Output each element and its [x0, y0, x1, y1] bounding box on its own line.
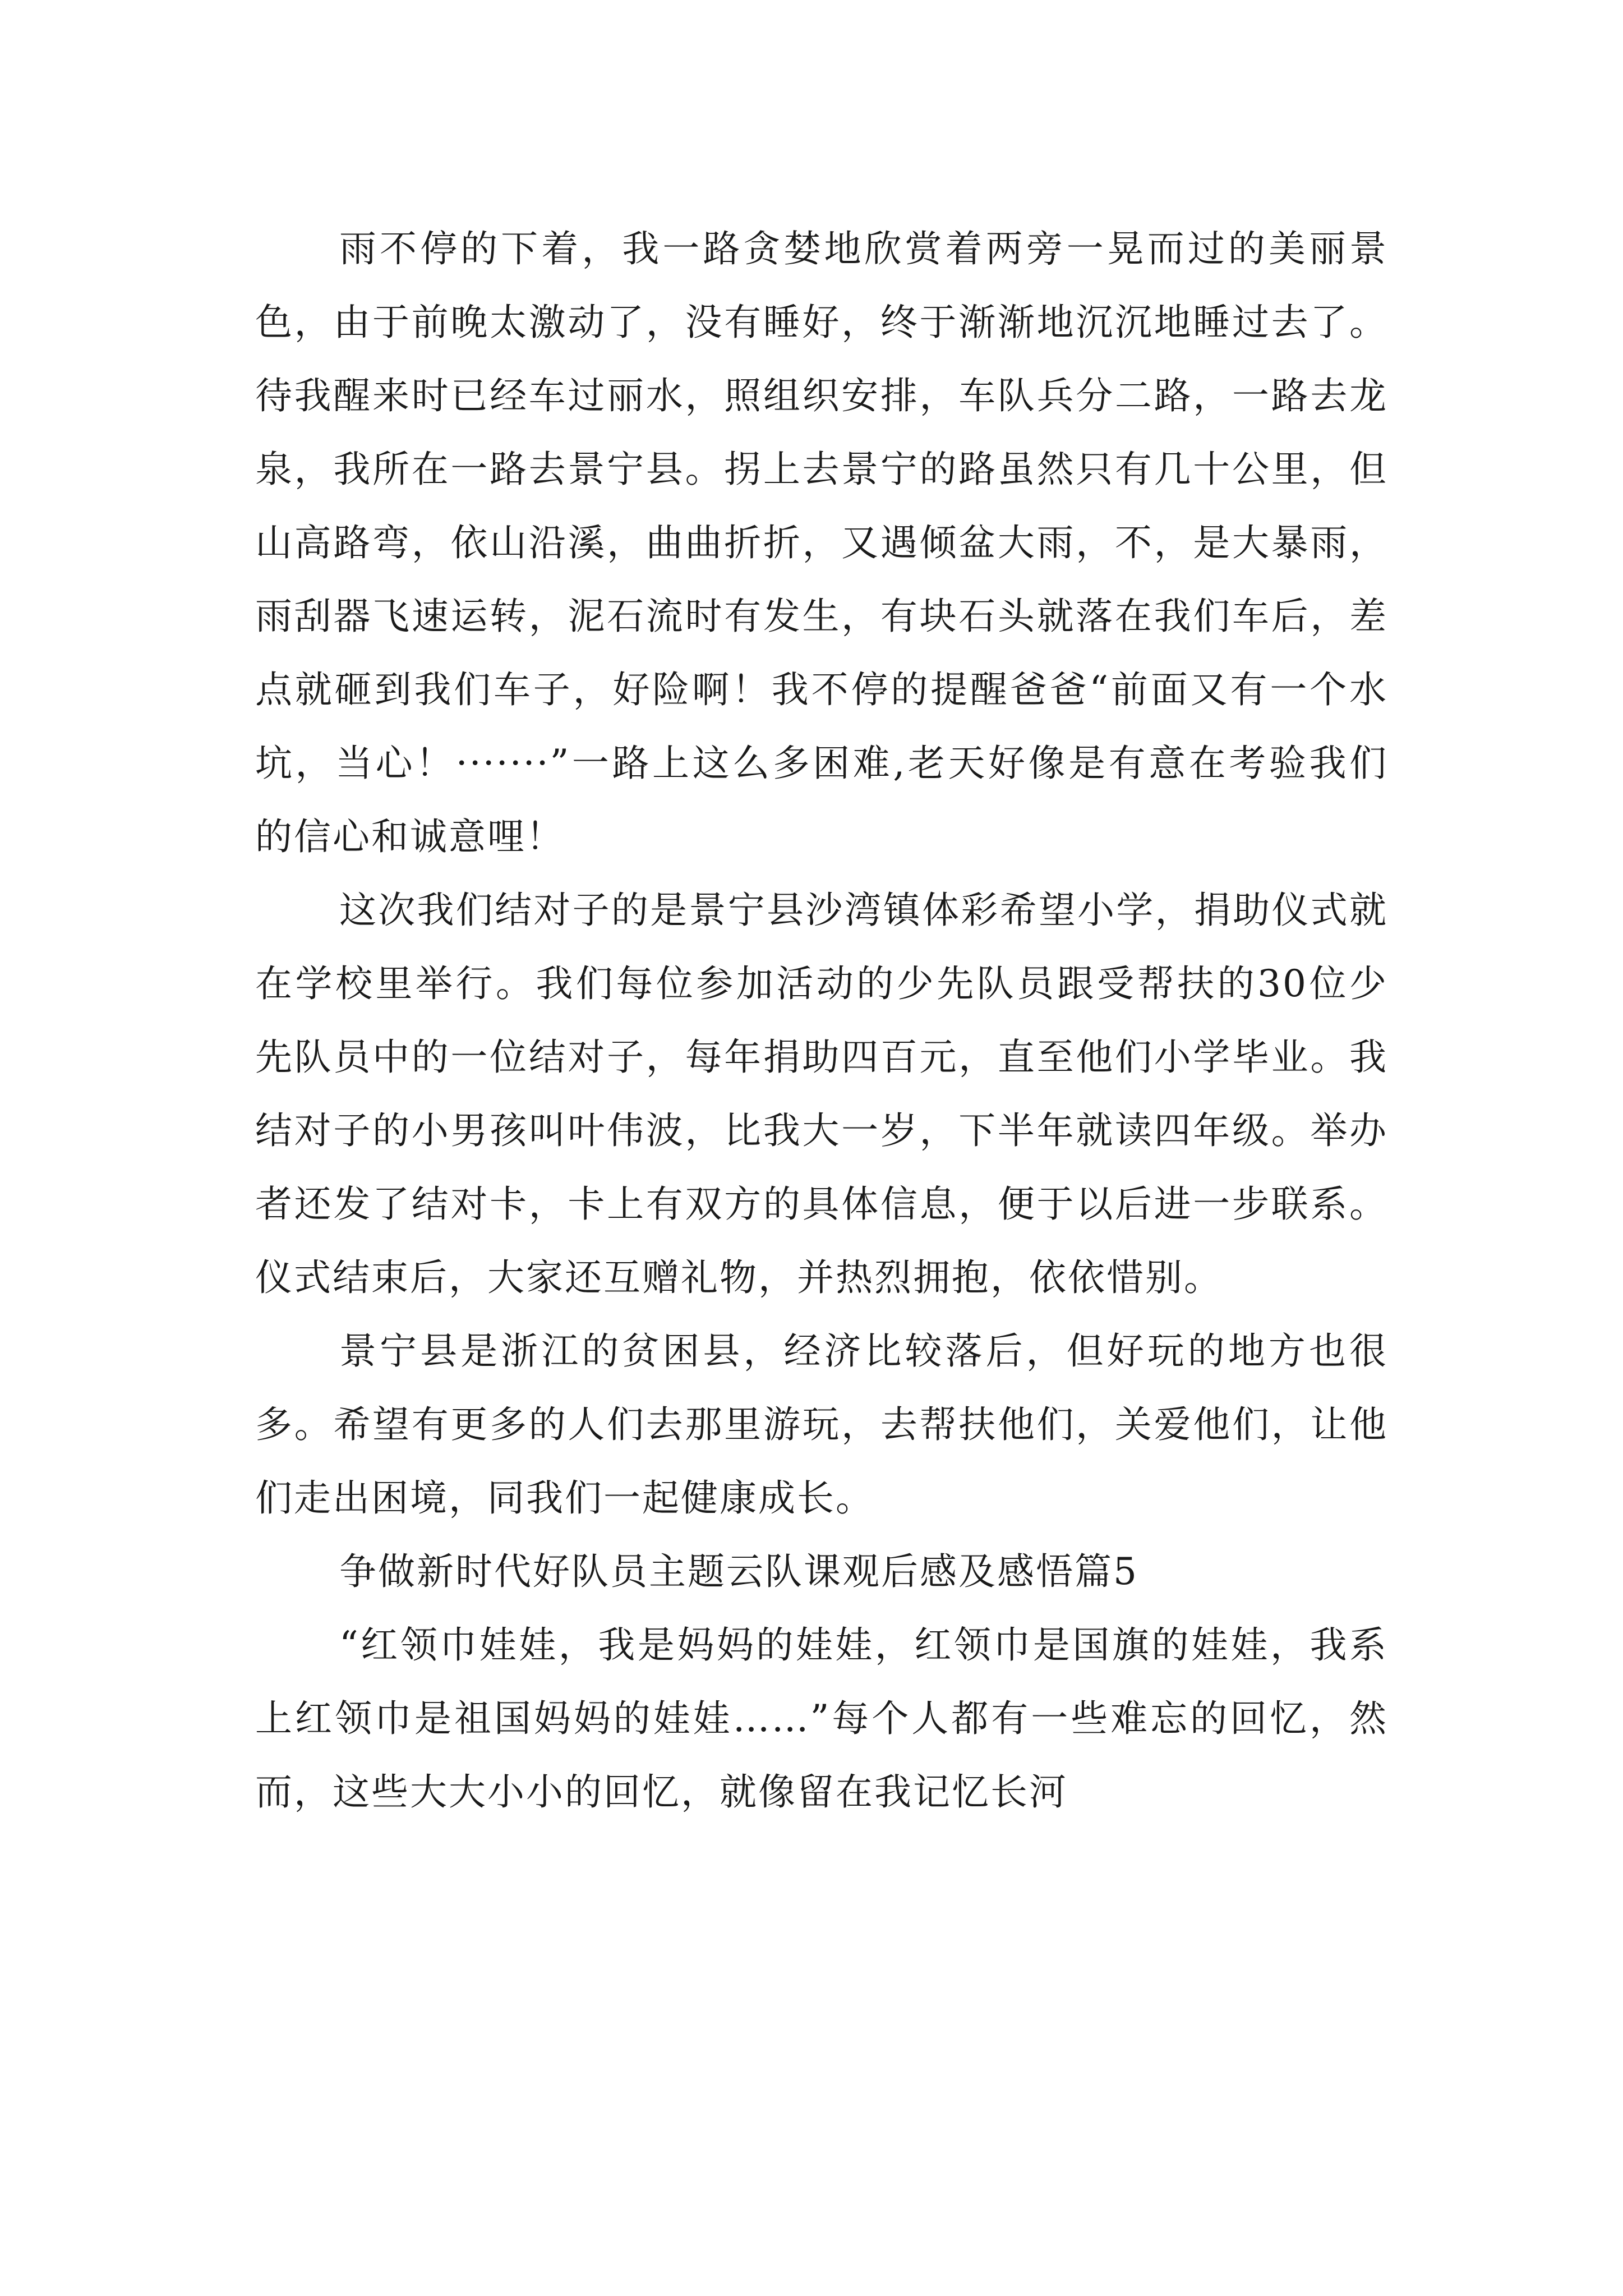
- paragraph-rain-journey: 雨不停的下着，我一路贪婪地欣赏着两旁一晃而过的美丽景色，由于前晚太激动了，没有睡好，终于渐渐地沉沉地睡过去了。待我醒来时已经车过丽水，照组织安排，车队兵分二路，一路去龙泉，我所在一路去景宁县。拐上去景宁的路虽然只有几十公里，但山高路弯，依山沿溪，曲曲折折，又遇倾盆大雨，不，是大暴雨，雨刮器飞速运转，泥石流时有发生，有块石头就落在我们车后，差点就砸到我们车子，好险啊！我不停的提醒爸爸“前面又有一个水坑，当心！·······”一路上这么多困难,老天好像是有意在考验我们的信心和诚意哩！: [255, 227, 1388, 858]
- document-page: [255, 212, 1388, 1829]
- section-heading: 争做新时代好队员主题云队课观后感及感悟篇5: [339, 1550, 1138, 1593]
- paragraph-pairing-ceremony: 这次我们结对子的是景宁县沙湾镇体彩希望小学，捐助仪式就在学校里举行。我们每位参加活动的少先队员跟受帮扶的30位少先队员中的一位结对子，每年捐助四百元，直至他们小学毕业。我结对子的小男孩叫叶伟波，比我大一岁，下半年就读四年级。举办者还发了结对卡，卡上有双方的具体信息，便于以后进一步联系。仪式结束后，大家还互赠礼物，并热烈拥抱，依依惜别。: [255, 889, 1388, 1299]
- paragraph-jingning-county: 景宁县是浙江的贫困县，经济比较落后，但好玩的地方也很多。希望有更多的人们去那里游玩，去帮扶他们，关爱他们，让他们走出困境，同我们一起健康成长。: [255, 1329, 1388, 1520]
- paragraph-red-scarf: “红领巾娃娃，我是妈妈的娃娃，红领巾是国旗的娃娃，我系上红领巾是祖国妈妈的娃娃……”每个人都有一些难忘的回忆，然而，这些大大小小的回忆，就像留在我记忆长河: [255, 1623, 1388, 1814]
